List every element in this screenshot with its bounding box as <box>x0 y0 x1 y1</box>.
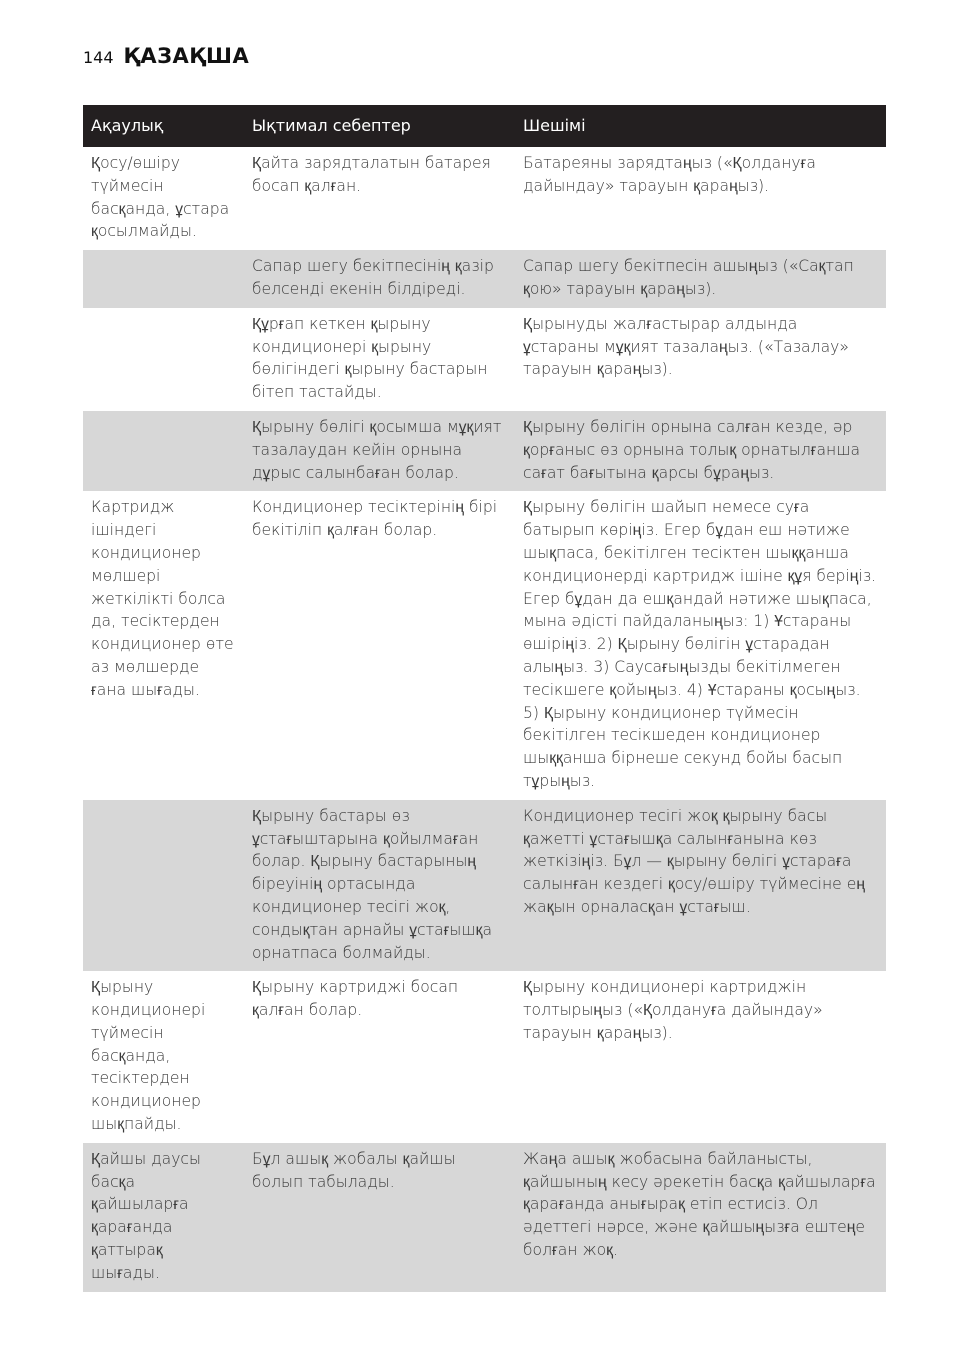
problem-cell: Қайшы даусы басқа қайшыларға қарағанда қаттырақ шығады. <box>83 1143 244 1292</box>
problem-cell <box>83 250 244 308</box>
solution-cell: Қырыну бөлігін орнына салған кезде, әр қорғаныс өз орнына толық орнатылғанша сағат бағытына қарсы бұраңыз. <box>515 411 886 491</box>
solution-cell: Қырыну бөлігін шайып немесе суға батырып көріңіз. Егер бұдан еш нәтиже шықпаса, бекітілген тесіктен шыққанша кондиционерді картридж ішіне құя беріңіз. Егер бұдан да ешқандай нәтиже шықпаса, мына әдісті пайдаланыңыз: 1) Ұстараны өшіріңіз. 2) Қырыну бөлігін ұстарадан алыңыз. 3) Саусағыңызды бекітілмеген тесікшеге қойыңыз. 4) Ұстараны қосыңыз. 5) Қырыну кондиционер түймесін бекітілген тесікшеден кондиционер шыққанша бірнеше секунд бойы басып тұрыңыз. <box>523 498 877 790</box>
cause-cell: Сапар шегу бекітпесінің қазір белсенді екенін білдіреді. <box>244 250 515 308</box>
cause-cell: Қырыну картриджі босап қалған болар. <box>252 978 459 1020</box>
page-header <box>83 44 249 68</box>
troubleshooting-table <box>83 105 886 1292</box>
column-header-cause: Ықтимал себептер <box>244 105 515 147</box>
problem-cell <box>83 411 244 491</box>
problem-cell: Қосу/өшіру түймесін басқанда, ұстара қосылмайды. <box>91 154 230 241</box>
section-title: ҚАЗАҚША <box>123 44 250 68</box>
table-row <box>83 491 886 799</box>
solution-cell: Жаңа ашық жобасына байланысты, қайшының кесу әрекетін басқа қайшыларға қарағанда анығырақ етіп естисіз. Ол әдеттегі нәрсе, және қайшыңызға ештеңе болған жоқ. <box>515 1143 886 1292</box>
solution-cell: Қырыну кондиционері картриджін толтырыңыз («Қолдануға дайындау» тарауын қараңыз). <box>523 978 823 1042</box>
problem-cell: Картридж ішіндегі кондиционер мөлшері жеткілікті болса да, тесіктерден кондиционер өте аз мөлшерде ғана шығады. <box>91 498 234 699</box>
table-row <box>83 308 886 411</box>
solution-cell: Кондиционер тесігі жоқ қырыну басы қажетті ұстағышқа салынғанына көз жеткізіңіз. Бұл — қырыну бөлігі ұстараға салынған кездегі қосу/өшіру түймесіне ең жақын орналасқан ұстағыш. <box>515 800 886 972</box>
problem-cell: Қырыну кондиционері түймесін басқанда, тесіктерден кондиционер шықпайды. <box>91 978 206 1134</box>
cause-cell: Бұл ашық жобалы қайшы болып табылады. <box>244 1143 515 1292</box>
solution-cell: Қырынуды жалғастырар алдында ұстараны мұқият тазалаңыз. («Тазалау» тарауын қараңыз). <box>523 314 849 379</box>
table-row <box>83 411 886 491</box>
solution-cell: Батареяны зарядтаңыз («Қолдануға дайындау» тарауын қараңыз). <box>523 154 816 195</box>
table-header-row <box>83 105 886 147</box>
cause-cell: Қырыну бөлігі қосымша мұқият тазалаудан кейін орнына дұрыс салынбаған болар. <box>244 411 515 491</box>
cause-cell: Қырыну бастары өз ұстағыштарына қойылмаған болар. Қырыну бастарының біреуінің ортасында кондиционер тесігі жоқ, сондықтан арнайы ұстағышқа орнатпаса болмайды. <box>244 800 515 972</box>
column-header-solution: Шешімі <box>515 105 886 147</box>
column-header-problem: Ақаулық <box>83 105 244 147</box>
table-body <box>83 147 886 1292</box>
table-header <box>83 105 886 147</box>
table-row <box>83 1143 886 1292</box>
problem-cell <box>83 800 244 972</box>
table-row <box>83 147 886 250</box>
table-row <box>83 971 886 1143</box>
table-row <box>83 800 886 972</box>
table-row <box>83 250 886 308</box>
solution-cell: Сапар шегу бекітпесін ашыңыз («Сақтап қою» тарауын қараңыз). <box>515 250 886 308</box>
page-number: 144 <box>83 48 114 67</box>
problem-cell <box>83 308 244 411</box>
cause-cell: Құрғап кеткен қырыну кондиционері қырыну бөлігіндегі қырыну бастарын бітеп тастайды. <box>252 314 488 402</box>
cause-cell: Қайта зарядталатын батарея босап қалған. <box>252 154 491 195</box>
cause-cell: Кондиционер тесіктерінің бірі бекітіліп қалған болар. <box>252 498 498 540</box>
